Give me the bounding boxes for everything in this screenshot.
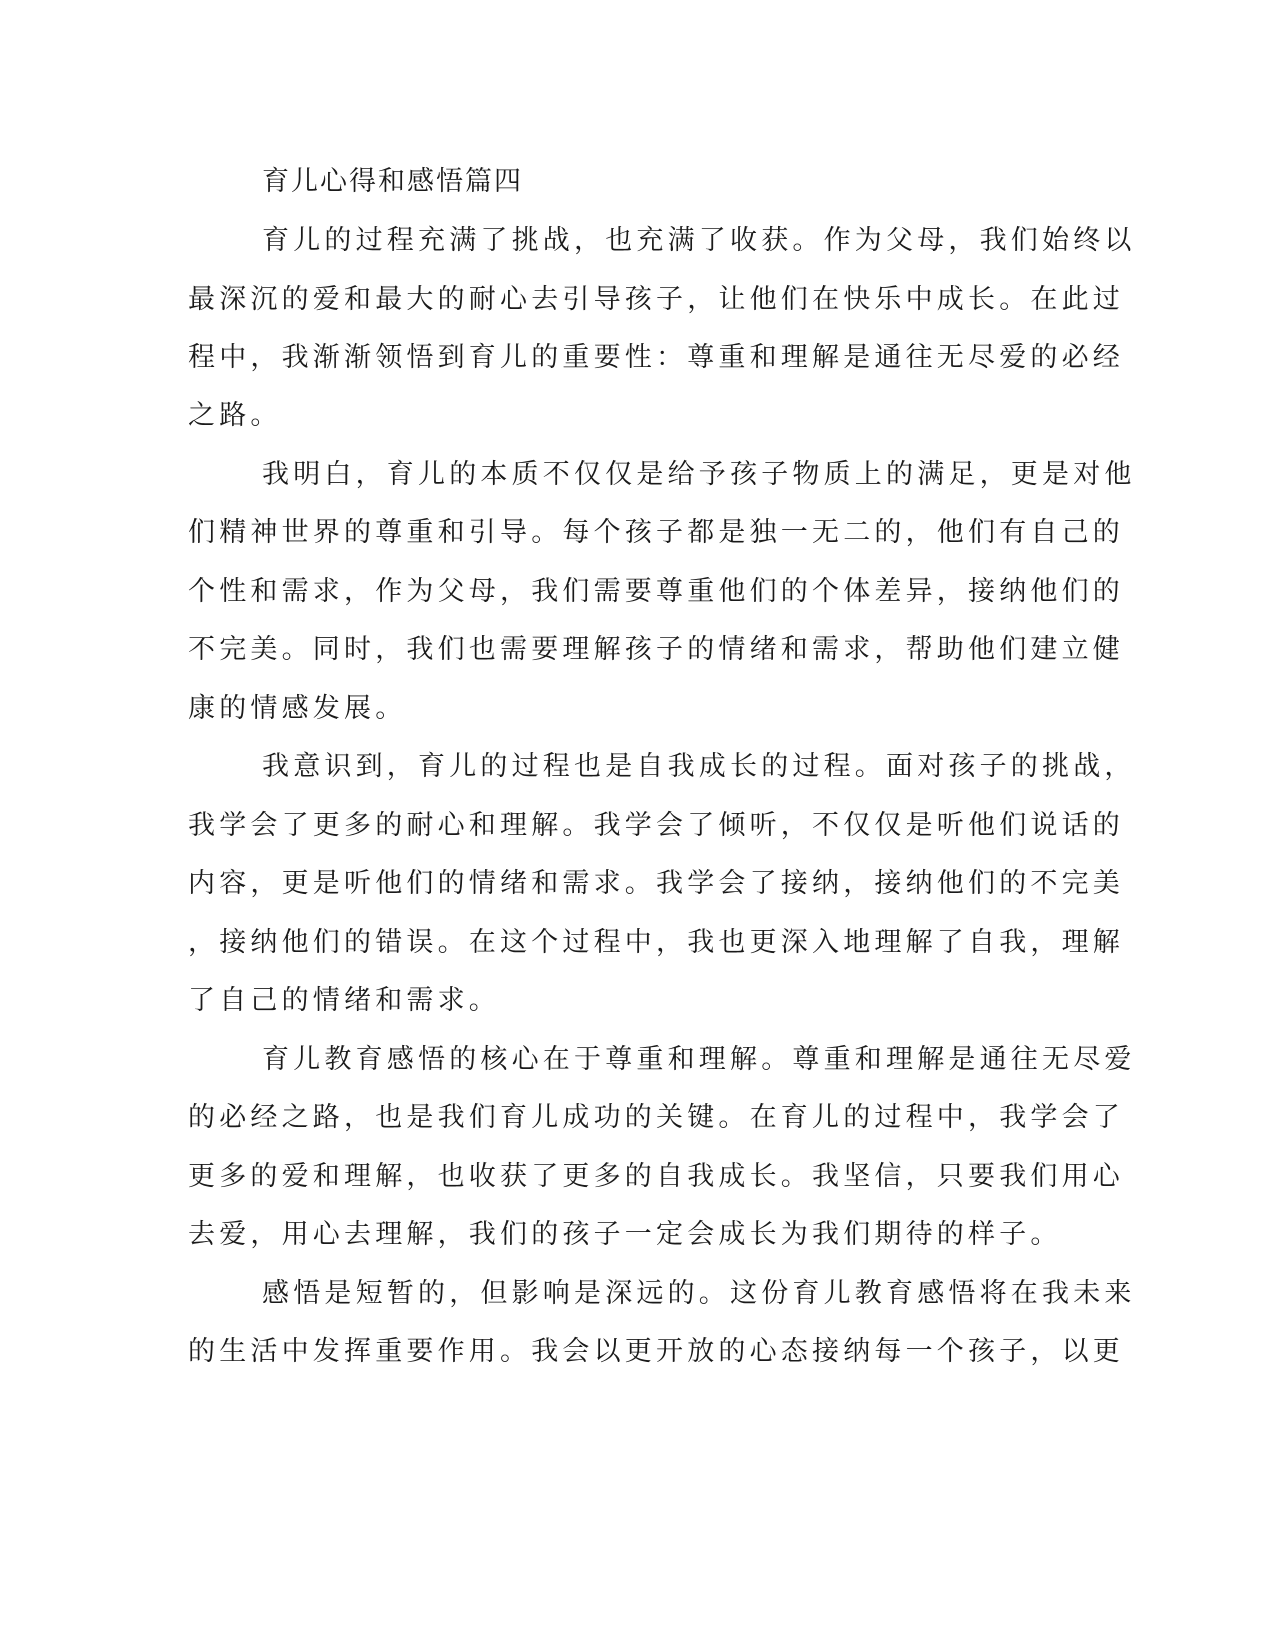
paragraph-3-line-1: 我意识到，育儿的过程也是自我成长的过程。面对孩子的挑战， — [262, 751, 1136, 782]
paragraph-1-line-3: 程中，我渐渐领悟到育儿的重要性：尊重和理解是通往无尽爱的必经 — [188, 342, 1124, 373]
paragraph-2-line-2: 们精神世界的尊重和引导。每个孩子都是独一无二的，他们有自己的 — [188, 517, 1124, 548]
paragraph-1-line-1: 育儿的过程充满了挑战，也充满了收获。作为父母，我们始终以 — [262, 225, 1136, 256]
paragraph-4-line-3: 更多的爱和理解，也收获了更多的自我成长。我坚信，只要我们用心 — [188, 1161, 1124, 1192]
document-title: 育儿心得和感悟篇四 — [262, 166, 523, 197]
paragraph-5-line-2: 的生活中发挥重要作用。我会以更开放的心态接纳每一个孩子，以更 — [188, 1336, 1124, 1367]
paragraph-4-line-1: 育儿教育感悟的核心在于尊重和理解。尊重和理解是通往无尽爱 — [262, 1044, 1136, 1075]
paragraph-2-line-1: 我明白，育儿的本质不仅仅是给予孩子物质上的满足，更是对他 — [262, 459, 1136, 490]
paragraph-1-line-2: 最深沉的爱和最大的耐心去引导孩子，让他们在快乐中成长。在此过 — [188, 284, 1124, 315]
paragraph-3-line-4: ，接纳他们的错误。在这个过程中，我也更深入地理解了自我，理解 — [188, 927, 1124, 958]
paragraph-3-line-5: 了自己的情绪和需求。 — [188, 985, 500, 1016]
paragraph-5-line-1: 感悟是短暂的，但影响是深远的。这份育儿教育感悟将在我未来 — [262, 1278, 1136, 1309]
paragraph-1-line-4: 之路。 — [188, 400, 282, 431]
paragraph-2-line-4: 不完美。同时，我们也需要理解孩子的情绪和需求，帮助他们建立健 — [188, 634, 1124, 665]
paragraph-2-line-5: 康的情感发展。 — [188, 693, 407, 724]
paragraph-2-line-3: 个性和需求，作为父母，我们需要尊重他们的个体差异，接纳他们的 — [188, 576, 1124, 607]
paragraph-4-line-2: 的必经之路，也是我们育儿成功的关键。在育儿的过程中，我学会了 — [188, 1102, 1124, 1133]
paragraph-3-line-3: 内容，更是听他们的情绪和需求。我学会了接纳，接纳他们的不完美 — [188, 868, 1124, 899]
paragraph-4-line-4: 去爱，用心去理解，我们的孩子一定会成长为我们期待的样子。 — [188, 1219, 1062, 1250]
paragraph-3-line-2: 我学会了更多的耐心和理解。我学会了倾听，不仅仅是听他们说话的 — [188, 810, 1124, 841]
